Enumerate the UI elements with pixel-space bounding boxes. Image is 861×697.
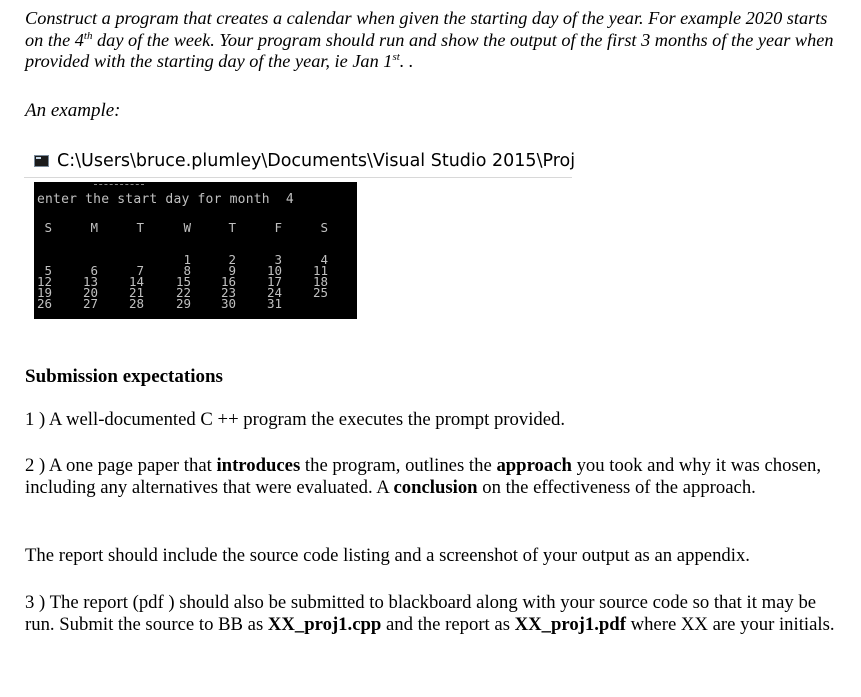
calendar-day-cell: 6 <box>90 263 98 278</box>
intro-text-3: . . <box>399 51 414 71</box>
calendar-day-cell: 29 <box>175 296 191 311</box>
submission-item-3 <box>25 592 840 635</box>
calendar-day-cell: 10 <box>266 263 282 278</box>
item2-text-3: you took and why it was chosen, including any alternatives that were evaluated. A <box>25 455 822 498</box>
item3-text-3: where XX are your initials. <box>625 613 835 635</box>
calendar-day-cell: 9 <box>228 263 236 278</box>
calendar-day-cell: 3 <box>274 252 282 267</box>
item2-bold-introduces: introduces <box>216 455 301 476</box>
item3-text-2: and the report as <box>381 613 515 635</box>
item2-bold-approach: approach <box>496 455 572 476</box>
intro-text-2: day of the week. Your program should run and show the output of the first 3 months of the year when provided with the starting day of the year, ie Jan 1 <box>25 29 834 71</box>
calendar-header-cell: F <box>274 220 282 235</box>
console-divider <box>24 177 572 178</box>
calendar-day-cell: 25 <box>312 285 328 300</box>
calendar-day-cell: 16 <box>220 274 236 289</box>
calendar-day-cell: 14 <box>128 274 144 289</box>
calendar-day-cell: 4 <box>320 252 328 267</box>
calendar-day-cell: 28 <box>128 296 144 311</box>
calendar-header-cell: T <box>136 220 144 235</box>
calendar-day-cell: 13 <box>82 274 98 289</box>
calendar-day-cell: 30 <box>220 296 236 311</box>
calendar-day-cell: 8 <box>183 263 191 278</box>
calendar-day-cell: 11 <box>312 263 328 278</box>
item3-bold-pdf: XX_proj1.pdf <box>514 613 626 635</box>
calendar-day-cell: 1 <box>183 252 191 267</box>
calendar-day-cell: 27 <box>82 296 98 311</box>
calendar-header-cell: S <box>320 220 328 235</box>
calendar-day-cell: 21 <box>128 285 144 300</box>
console-title: C:\Users\bruce.plumley\Documents\Visual Studio 2015\Proj <box>57 151 576 171</box>
intro-text-1: Construct a program that creates a calendar when given the starting day of the year. For example 2020 starts on the 4 <box>25 8 828 50</box>
calendar-day-cell: 5 <box>44 263 52 278</box>
calendar-header-cell: T <box>228 220 236 235</box>
calendar-day-cell: 18 <box>312 274 328 289</box>
calendar-day-cell: 22 <box>175 285 191 300</box>
calendar-day-cell: 23 <box>220 285 236 300</box>
report-note: The report should include the source code listing and a screenshot of your output as an appendix. <box>25 545 750 566</box>
item3-text-1: 3 ) The report (pdf ) should also be submitted to blackboard along with your source code so that it may be run. Submit the source to BB as <box>25 592 817 635</box>
item2-text-4: on the effectiveness of the approach. <box>477 476 756 498</box>
example-label: An example: <box>25 100 121 121</box>
console-output <box>34 182 357 319</box>
calendar-day-cell: 26 <box>36 296 52 311</box>
intro-sup-1: th <box>83 29 93 42</box>
item2-text-1: 2 ) A one page paper that <box>25 455 217 476</box>
intro-sup-2: st <box>392 50 400 63</box>
calendar-day-cell: 17 <box>266 274 282 289</box>
console-top-artifact <box>94 184 144 186</box>
assignment-intro <box>25 8 845 73</box>
submission-heading: Submission expectations <box>25 366 223 387</box>
calendar-day-cell: 31 <box>266 296 282 311</box>
item3-bold-cpp: XX_proj1.cpp <box>267 613 382 635</box>
calendar-day-cell: 24 <box>266 285 282 300</box>
submission-item-1: 1 ) A well-documented C ++ program the executes the prompt provided. <box>25 409 566 430</box>
console-window-titlebar <box>34 146 575 176</box>
console-prompt-line: enter the start day for month 4 <box>37 192 294 207</box>
calendar-day-cell: 12 <box>36 274 52 289</box>
submission-item-2 <box>25 455 840 498</box>
calendar-day-cell: 7 <box>136 263 144 278</box>
calendar-header-cell: W <box>183 220 191 235</box>
calendar-day-cell: 2 <box>228 252 236 267</box>
calendar-header-cell: M <box>90 220 98 235</box>
calendar-day-cell: 19 <box>36 285 52 300</box>
item2-text-2: the program, outlines the <box>300 455 497 476</box>
calendar-header-cell: S <box>44 220 52 235</box>
console-icon <box>34 155 49 167</box>
item2-bold-conclusion: conclusion <box>393 476 478 498</box>
calendar-day-cell: 20 <box>82 285 98 300</box>
calendar-day-cell: 15 <box>175 274 191 289</box>
